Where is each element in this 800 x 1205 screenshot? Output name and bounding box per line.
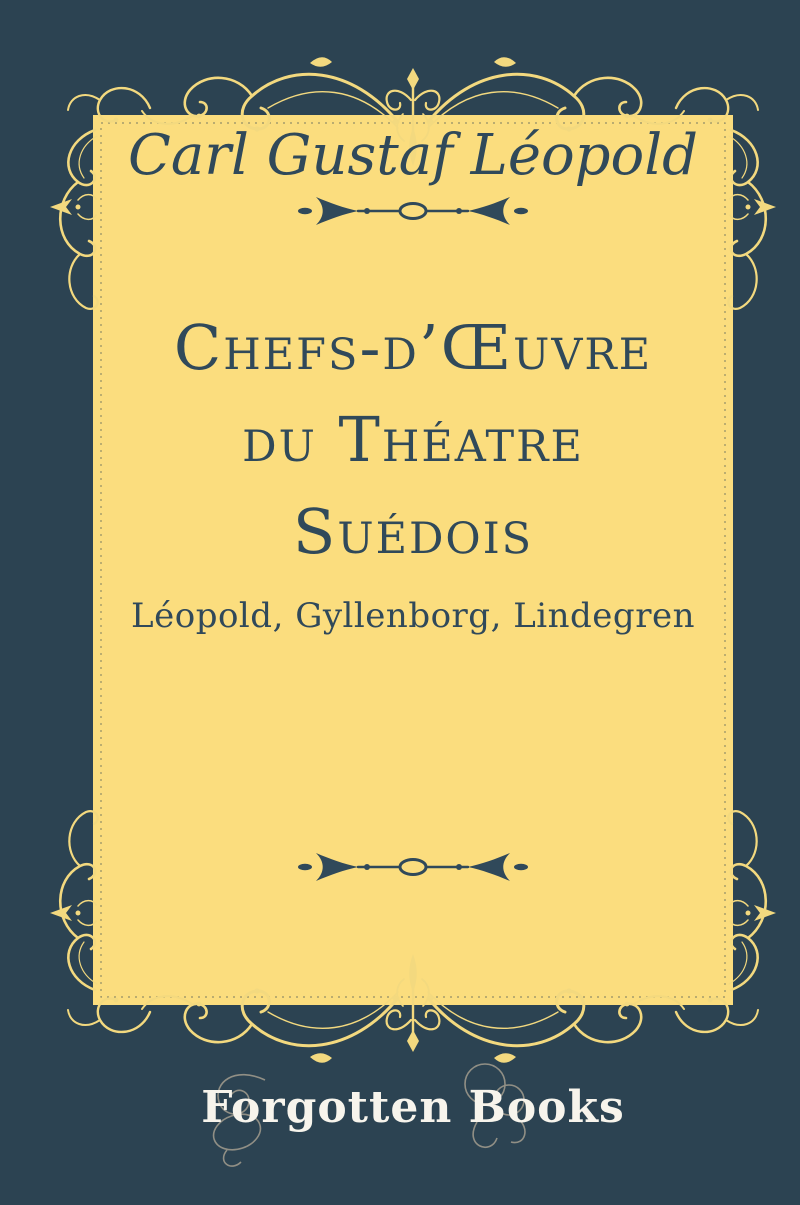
title-line: du Théatre	[242, 403, 584, 476]
publisher-logo	[93, 1082, 733, 1133]
title-line: Suédois	[292, 495, 534, 568]
publisher-name: Forgotten Books	[201, 1082, 625, 1133]
book-title	[93, 302, 733, 578]
author-name: Carl Gustaf Léopold	[127, 123, 699, 188]
subtitle: Léopold, Gyllenborg, Lindegren	[131, 596, 695, 636]
arrow-divider-icon	[296, 191, 530, 231]
arrow-divider-icon	[296, 847, 530, 887]
title-line: Chefs-d’Œuvre	[173, 311, 653, 384]
